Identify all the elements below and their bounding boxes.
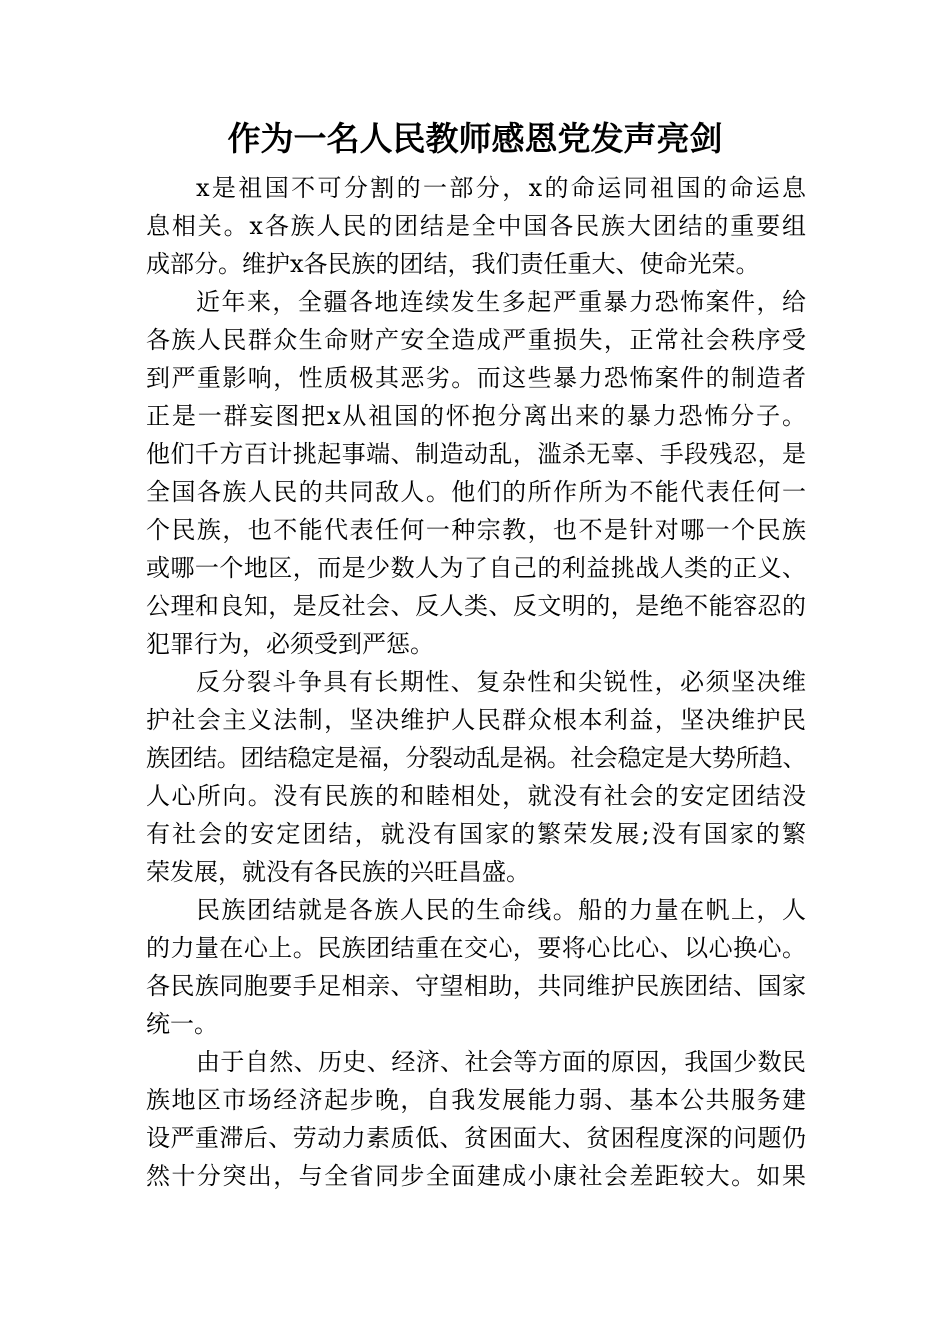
text-line: 或哪一个地区，而是少数人为了自己的利益挑战人类的正义、 [146,554,806,582]
text-line: 民族团结就是各族人民的生命线。船的力量在帆上，人 [196,896,806,924]
text-line: 有社会的安定团结，就没有国家的繁荣发展;没有国家的繁 [146,820,806,848]
text-line: 设严重滞后、劳动力素质低、贫困面大、贫困程度深的问题仍 [146,1124,806,1152]
text-line: 人心所向。没有民族的和睦相处，就没有社会的安定团结没 [146,782,806,810]
text-line: 统一。 [146,1010,218,1038]
text-line: 的力量在心上。民族团结重在交心，要将心比心、以心换心。 [146,934,806,962]
text-line: 个民族，也不能代表任何一种宗教，也不是针对哪一个民族 [146,516,806,544]
text-line: 息相关。x各族人民的团结是全中国各民族大团结的重要组 [146,212,806,240]
text-line: 他们千方百计挑起事端、制造动乱，滥杀无辜、手段残忍，是 [146,440,806,468]
text-line: x是祖国不可分割的一部分，x的命运同祖国的命运息 [196,174,806,202]
text-line: 各族人民群众生命财产安全造成严重损失，正常社会秩序受 [146,326,806,354]
text-line: 族团结。团结稳定是福，分裂动乱是祸。社会稳定是大势所趋、 [146,744,806,772]
text-line: 成部分。维护x各民族的团结，我们责任重大、使命光荣。 [146,250,760,278]
text-line: 族地区市场经济起步晚，自我发展能力弱、基本公共服务建 [146,1086,806,1114]
text-line: 正是一群妄图把x从祖国的怀抱分离出来的暴力恐怖分子。 [146,402,806,430]
text-line: 全国各族人民的共同敌人。他们的所作所为不能代表任何一 [146,478,806,506]
text-line: 到严重影响，性质极其恶劣。而这些暴力恐怖案件的制造者 [146,364,806,392]
text-line: 护社会主义法制，坚决维护人民群众根本利益，坚决维护民 [146,706,806,734]
text-line: 公理和良知，是反社会、反人类、反文明的，是绝不能容忍的 [146,592,806,620]
text-line: 荣发展，就没有各民族的兴旺昌盛。 [146,858,530,886]
text-line: 然十分突出，与全省同步全面建成小康社会差距较大。如果 [146,1162,806,1190]
text-line: 近年来，全疆各地连续发生多起严重暴力恐怖案件，给 [196,288,806,316]
text-line: 反分裂斗争具有长期性、复杂性和尖锐性，必须坚决维 [196,668,806,696]
page-title: 作为一名人民教师感恩党发声亮剑 [227,119,723,158]
text-line: 由于自然、历史、经济、社会等方面的原因，我国少数民 [196,1048,806,1076]
text-line: 犯罪行为，必须受到严惩。 [146,630,434,658]
text-line: 各民族同胞要手足相亲、守望相助，共同维护民族团结、国家 [146,972,806,1000]
